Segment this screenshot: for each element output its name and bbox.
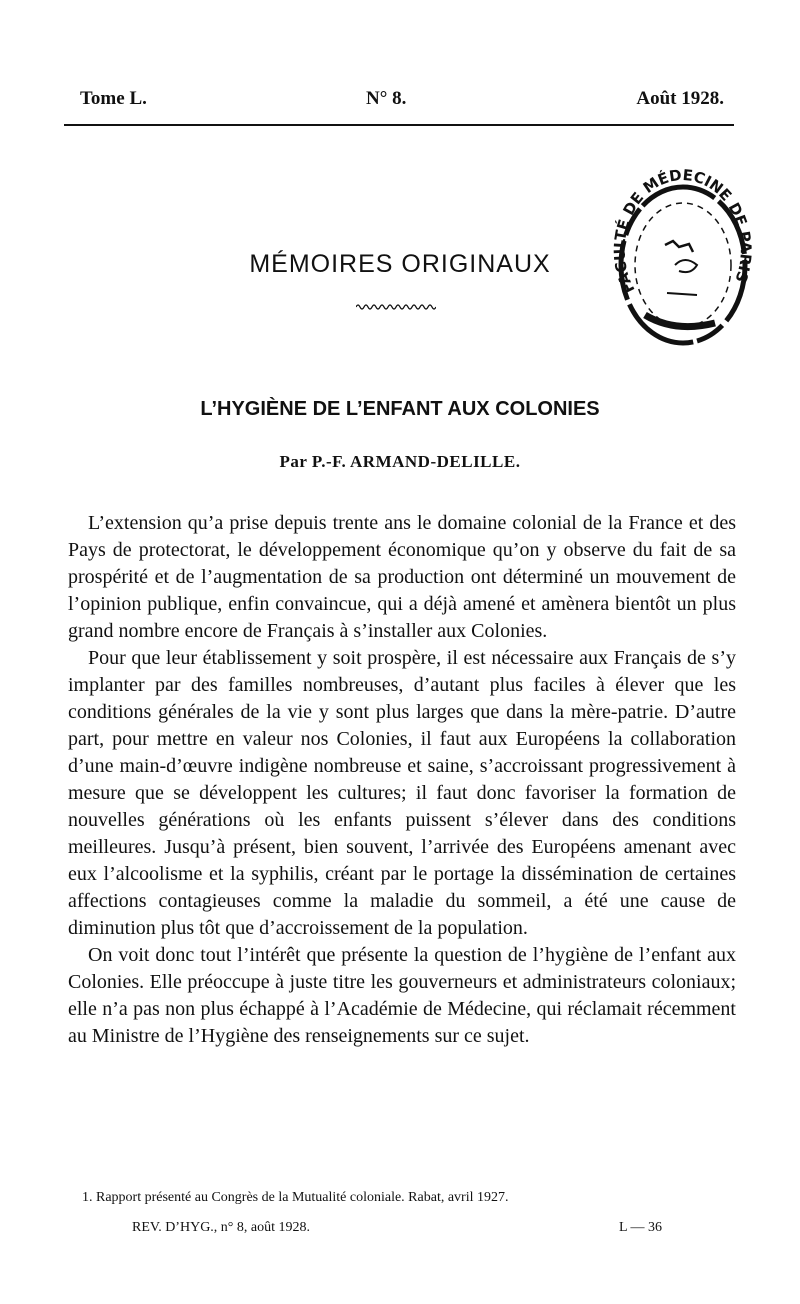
svg-text:FACULTÉ DE MÉDECINE DE PARIS: FACULTÉ DE MÉDECINE DE PARIS [610, 165, 755, 297]
issue-number: N° 8. [366, 88, 407, 109]
volume-label: Tome L. [80, 88, 147, 109]
article-title: L’HYGIÈNE DE L’ENFANT AUX COLONIES [200, 398, 600, 420]
article-author: Par P.-F. ARMAND-DELILLE. [279, 452, 521, 471]
footnote: 1. Rapport présenté au Congrès de la Mutualité coloniale. Rabat, avril 1927. [82, 1190, 509, 1205]
paragraph-2: Pour que leur établissement y soit prospère, il est nécessaire aux Français de s’y implanter par des familles nombreuses, d’autant plus faciles à élever que les conditions générales de la vie y sont plus larges que dans la mère-patrie. D’autre part, pour mettre en valeur nos Colonies, il faut aux Européens la collaboration d’une main-d’œuvre indigène nombreuse et saine, s’accroissant progressivement à mesure que se développent les cultures; il faut donc favoriser la formation de nouvelles générations où les enfants puissent s’élever dans des conditions meilleures. Jusqu’à présent, bien souvent, l’arrivée des Européens amenant avec eux l’alcoolisme et la syphilis, créant par le portage la dissémination de certaines affections contagieuses comme la maladie du sommeil, a été une cause de diminution plus tôt que d’accroissement de la population. [68, 647, 736, 939]
paragraph-3: On voit donc tout l’intérêt que présente la question de l’hygiène de l’enfant aux Colonies. Elle préoccupe à juste titre les gouverneurs et administrateurs coloniaux; elle n’a pas non plus échappé à l’Académie de Médecine, qui réclamait récemment au Ministre de l’Hygiène des renseignements sur ce sujet. [68, 944, 736, 1047]
issue-date: Août 1928. [636, 88, 724, 109]
paragraph-1: L’extension qu’a prise depuis trente ans le domaine colonial de la France et des Pays de protectorat, le développement économique qu’on y observe du fait de sa prospérité et de l’augmentation de sa production ont déterminé un mouvement de l’opinion publique, enfin convaincue, qui a déjà amené et amènera bientôt un plus grand nombre encore de Français à s’installer aux Colonies. [68, 512, 736, 642]
page-number: L — 36 [618, 1220, 662, 1235]
section-title: MÉMOIRES ORIGINAUX [249, 250, 551, 278]
article-body [68, 510, 736, 1050]
journal-reference: REV. D’HYG., n° 8, août 1928. [132, 1220, 311, 1235]
running-header [64, 88, 734, 122]
header-rule [64, 124, 734, 126]
ornamental-squiggle [356, 302, 436, 312]
